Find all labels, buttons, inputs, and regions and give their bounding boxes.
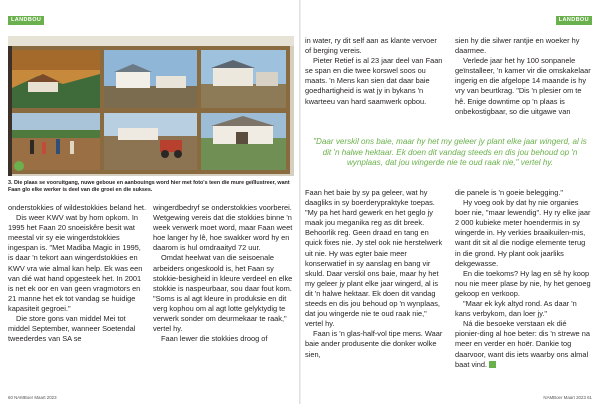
feature-photo — [8, 36, 294, 176]
paragraph: sien hy die silwer rantjie en woeker hy daarmee. — [455, 36, 580, 56]
paragraph: onderstokkies of wildestokkies beland het. — [8, 203, 147, 212]
paragraph: Pieter Retief is al 23 jaar deel van Faan se span en die twee korswel soos ou maats. 'n Mens kan sien dat daar baie goedhartigheid is wat jy in bykans 'n kwarteeu van hard saamwerk opbou. — [305, 56, 443, 106]
paragraph: Hy voeg ook by dat hy nie organies boer nie, "maar lewendig". Hy ry elke jaar 2 000 kubieke meter hoendermis in sy wingerde in. Hy verkies braaikuilen-mis, want dit sit al die nodige elemente terug in die grond. Hy plant ook jaarliks dekgewasse. — [455, 198, 591, 268]
text-column-1 — [8, 203, 147, 344]
section-tag-left: LANDBOU — [8, 16, 44, 25]
paragraph: Faan lewer die stokkies droog of — [161, 334, 268, 344]
paragraph: die panele is 'n goeie belegging." — [455, 188, 563, 197]
folio-left: 60 NAMBoer Maart 2023 — [8, 395, 57, 400]
text-column-2 — [153, 203, 293, 344]
paragraph: En die toekoms? Hy lag en sê hy koop nou nie meer plase by nie, hy het genoeg gekoop en verkoop. — [455, 268, 591, 298]
end-of-article-icon — [489, 361, 496, 368]
pull-quote: "Daar verskil ons baie, maar hy het my geleer jy plant elke jaar wingerd, al is dit 'n halwe hektaar. Ek doen dit vandag steeds en dis jou behoud op 'n wynplaas, dat jou wingerde nie te oud raak nie," vertel hy. — [313, 137, 587, 168]
paragraph: Faan het baie by sy pa geleer, wat hy daagliks in sy boerderypraktyke toepas. "My pa het hard gewerk en het geglo jy maak jou meganika reg as dit breek. Behoorlik reg. Geen draad en tang en quick fixes nie. Jy stel ook nie herstelwerk uit nie. Hy was egter baie meer konserwatief in sy aanslag en bang vir skuld. Daar verskil ons baie, maar hy het my geleer jy plant elke jaar wingerd, al is dit 'n halwe hektaar. Ek doen dit vandag steeds en dis jou behoud op 'n wynplaas, dat jou wingerde nie te oud raak nie," vertel hy. — [305, 188, 443, 329]
photo-caption: 3. Die plaas se vooruitgang, nuwe geboue en aanbouings word hier met foto's teen die mure geïllustreer, want Faan glo elke werker is deel van die groei en die sukses. — [8, 180, 290, 193]
paragraph: "Maar ek kyk altyd rond. As daar 'n kans verbykom, dan loer jy." — [455, 299, 577, 319]
section-tag-right: LANDBOU — [556, 16, 592, 25]
paragraph: Verlede jaar het hy 100 sonpanele geïnstalleer, 'n kamer vir die omskakelaar ingerig en die afgelope 14 maande is hy vry van beurtkrag. "Dis 'n plesier om te hê. Enige downtime op 'n plaas is onbekostigbaar, so die uitgawe van — [455, 56, 591, 116]
paragraph: Dis weer KWV wat by hom opkom. In 1995 het Faan 20 snoeiskêre besit wat meestal vir sy eie wingerdstokkies ingespan is. "Met Madiba Magic in 1995, is daar 'n tekort aan wingerdstokkies en KWV vra wie almal kan help. Ek was een van dié wat hand opgesteek het. In 2001 is net ek oor en van geen vragmotors en 21 manne het ek tot vandag se huidige kapasiteit gegroei." — [8, 213, 143, 313]
paragraph: in water, ry dit self aan as klante vervoer of berging vereis. — [305, 36, 437, 56]
folio-right: NAMBoer Maart 2023 61 — [543, 395, 592, 400]
text-column-5 — [305, 188, 444, 360]
text-column-3 — [305, 36, 444, 107]
text-column-4 — [455, 36, 593, 117]
text-column-6 — [455, 188, 593, 370]
paragraph: wingerdbedryf se onderstokkies voorberei. Wetgewing vereis dat die stokkies binne 'n week verwerk moet word, maar Faan weet hoe langer hy lê, hoe swakker word hy en daarom is hul omdraaityd 72 uur. — [153, 203, 293, 253]
page-gutter — [299, 0, 301, 404]
paragraph: Die store gons van middel Mei tot middel September, wanneer Soetendal tweederdes van SA se — [8, 314, 136, 344]
paragraph — [455, 319, 593, 369]
paragraph: Omdat heelwat van die seisoenale arbeiders ongeskoold is, het Faan sy stokkie-besigheid in kleure verdeel en elke stokkie is naspeurbaar, sou daar fout kom. "Soms is al agt kleure in produksie en dit verg kophou om al agt lotte gelyktydig te verwerk sonder om deurmekaar te raak," vertel hy. — [153, 253, 293, 334]
paragraph: Faan is 'n glas-half-vol tipe mens. Waar baie ander produsente die donker wolke sien, — [305, 329, 443, 359]
closing-paragraph-text: Ná die besoeke verstaan ek dié pionier-ding al hoe beter: dis 'n strewe na meer en verder en hoër. Dankie tog daarvoor, want dis iets waarby ons almal baat vind. — [455, 319, 590, 369]
